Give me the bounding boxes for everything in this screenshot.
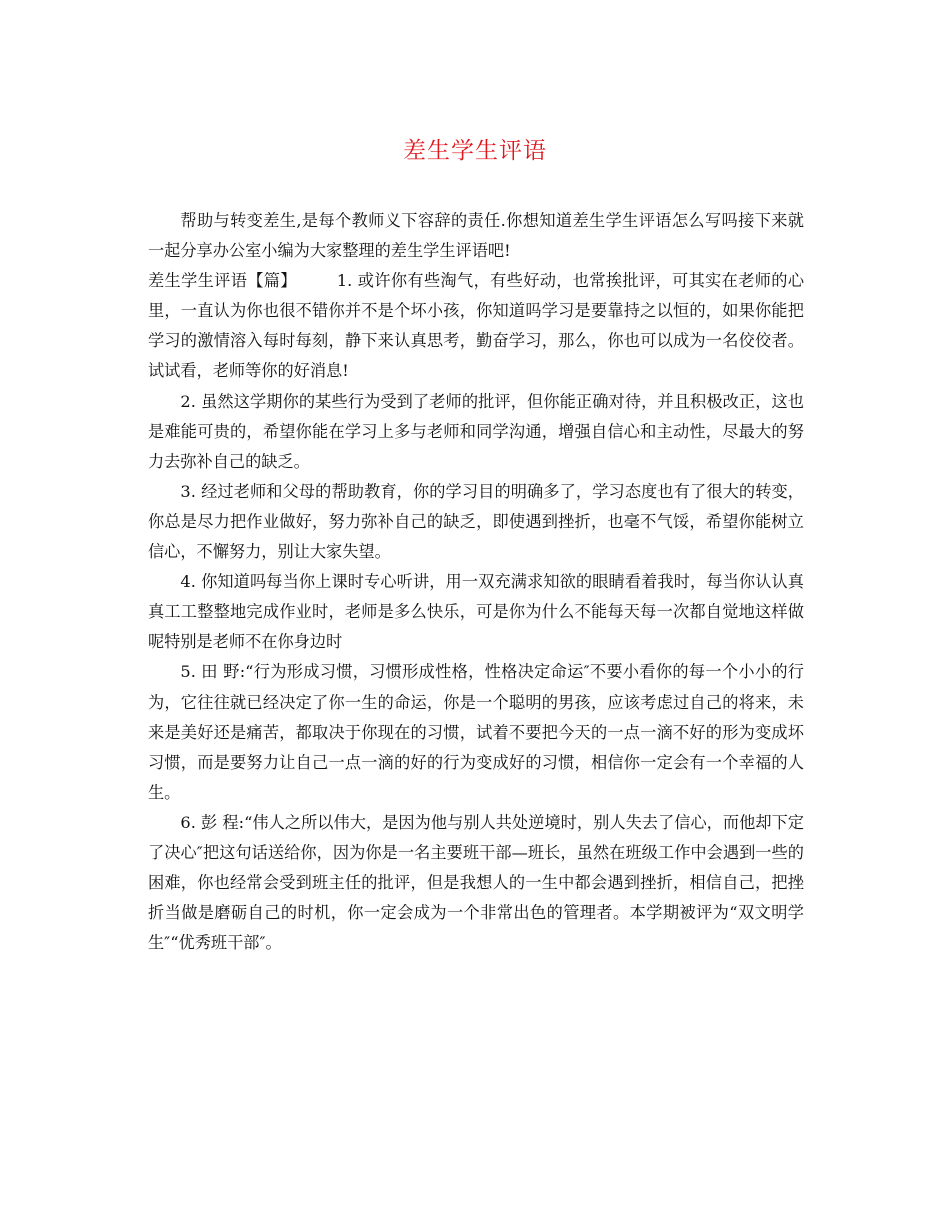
item-2-paragraph: 2. 虽然这学期你的某些行为受到了老师的批评，但你能正确对待，并且积极改正，这也是难能可贵的，希望你能在学习上多与老师和同学沟通，增强自信心和主动性，尽最大的努力去弥补自己的缺乏。 — [148, 391, 804, 471]
document-body — [148, 206, 804, 958]
item-1-paragraph — [148, 266, 804, 386]
document-title: 差生学生评语 — [403, 138, 547, 164]
item-3-paragraph: 3. 经过老师和父母的帮助教育，你的学习目的明确多了，学习态度也有了很大的转变，你总是尽力把作业做好，努力弥补自己的缺乏，即使遇到挫折，也毫不气馁，希望你能树立信心，不懈努力，别让大家失望。 — [148, 481, 804, 562]
section-heading: 差生学生评语【篇】 — [148, 271, 297, 291]
intro-paragraph: 帮助与转变差生,是每个教师义下容辞的责任.你想知道差生学生评语怎么写吗接下来就一起分享办公室小编为大家整理的差生学生评语吧! — [148, 211, 804, 261]
item-6-paragraph: 6. 彭 程:“伟人之所以伟大，是因为他与别人共处逆境时，别人失去了信心，而他却下定了决心″把这句话送给你，因为你是一名主要班干部—班长，虽然在班级工作中会遇到一些的困难，你也经常会受到班主任的批评，但是我想人的一生中都会遇到挫折，相信自己，把挫折当做是磨砺自己的时机，你一定会成为一个非常出色的管理者。本学期被评为“双文明学生″“优秀班干部″。 — [148, 812, 804, 953]
item-5-paragraph: 5. 田 野:“行为形成习惯，习惯形成性格，性格决定命运″不要小看你的每一个小小的行为，它往往就已经决定了你一生的命运，你是一个聪明的男孩，应该考虑过自己的将来，未来是美好还是痛苦，都取决于你现在的习惯，试着不要把今天的一点一滴不好的形为变成坏习惯，而是要努力让自己一点一滴的好的行为变成好的习惯，相信你一定会有一个幸福的人生。 — [148, 662, 804, 802]
item-1-text: 1. 或许你有些淘气，有些好动，也常挨批评，可其实在老师的心里，一直认为你也很不错你并不是个坏小孩，你知道吗学习是要靠持之以恒的，如果你能把学习的激情溶入每时每刻，静下来认真思考，勤奋学习，那么，你也可以成为一名佼佼者。试试看，老师等你的好消息! — [148, 271, 805, 381]
item-4-paragraph: 4. 你知道吗每当你上课时专心听讲，用一双充满求知欲的眼睛看着我时，每当你认认真真工工整整地完成作业时，老师是多么快乐，可是你为什么不能每天每一次都自觉地这样做呢特别是老师不在你身边时 — [148, 572, 804, 652]
